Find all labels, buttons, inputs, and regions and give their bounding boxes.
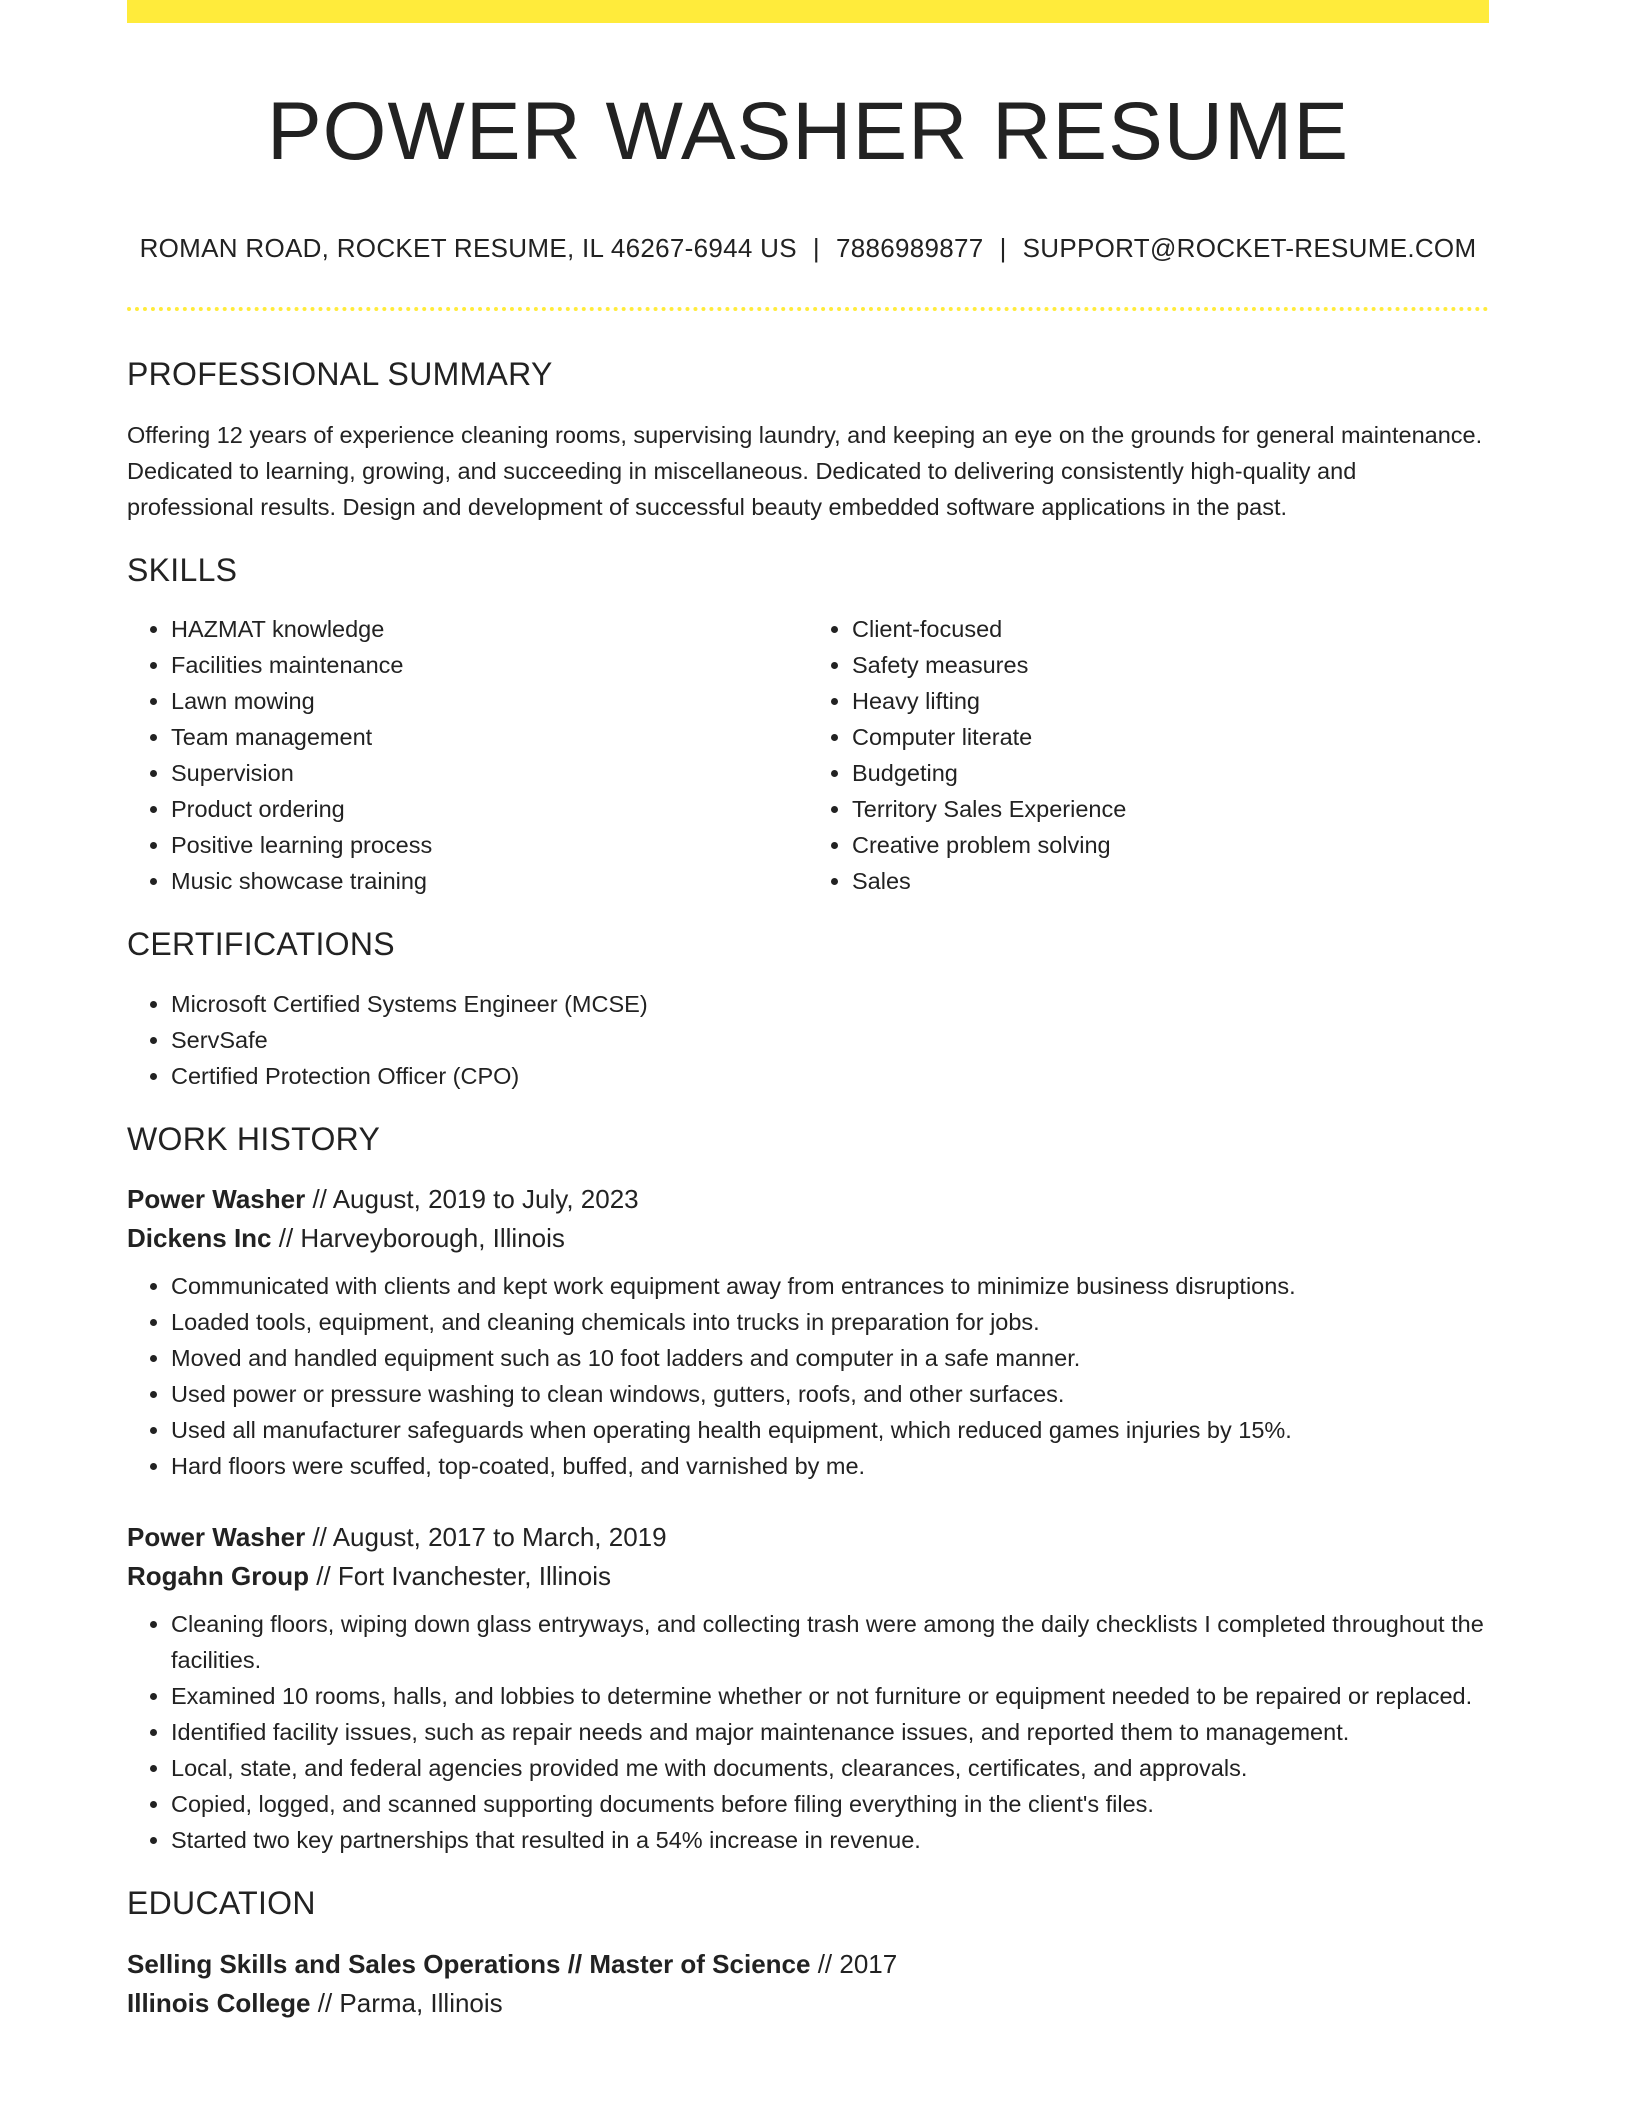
job-entry xyxy=(127,1180,1489,1484)
summary-section xyxy=(127,355,1489,525)
education-year: // 2017 xyxy=(817,1948,898,1979)
resume-title: POWER WASHER RESUME xyxy=(266,86,1350,177)
education-location: // Parma, Illinois xyxy=(317,1987,503,2018)
summary-heading: PROFESSIONAL SUMMARY xyxy=(127,355,553,392)
list-item: • Communicated with clients and kept work equipment away from entrances to minimize business disruptions. xyxy=(171,1268,1489,1304)
list-item: • Facilities maintenance xyxy=(171,647,808,683)
list-item: • Examined 10 rooms, halls, and lobbies to determine whether or not furniture or equipment needed to be repaired or replaced. xyxy=(171,1678,1489,1714)
list-item: • Budgeting xyxy=(852,755,1489,791)
list-item: • Creative problem solving xyxy=(852,827,1489,863)
list-item: • Local, state, and federal agencies provided me with documents, clearances, certificates, and approvals. xyxy=(171,1750,1489,1786)
list-item: • Computer literate xyxy=(852,719,1489,755)
job-title: Power Washer xyxy=(127,1522,306,1553)
education-entry xyxy=(127,1945,1489,2023)
list-item: • HAZMAT knowledge xyxy=(171,611,808,647)
list-item: • Client-focused xyxy=(852,611,1489,647)
list-item: • Identified facility issues, such as repair needs and major maintenance issues, and reported them to management. xyxy=(171,1714,1489,1750)
list-item: • Supervision xyxy=(171,755,808,791)
job-location: // Fort Ivanchester, Illinois xyxy=(316,1561,612,1592)
job-company-line xyxy=(127,1219,1489,1258)
accent-top-bar xyxy=(127,0,1489,23)
list-item: • Heavy lifting xyxy=(852,683,1489,719)
skills-section xyxy=(127,551,1489,899)
work-history-section xyxy=(127,1120,1489,1858)
list-item: • Safety measures xyxy=(852,647,1489,683)
job-dates: // August, 2019 to July, 2023 xyxy=(312,1184,639,1215)
job-entry xyxy=(127,1518,1489,1858)
list-item: • Music showcase training xyxy=(171,863,808,899)
skills-list-left xyxy=(127,611,808,899)
list-item: • Product ordering xyxy=(171,791,808,827)
education-school-line xyxy=(127,1984,1489,2023)
contact-separator: | xyxy=(999,233,1007,264)
education-school: Illinois College xyxy=(127,1987,311,2018)
list-item: • Sales xyxy=(852,863,1489,899)
dotted-divider xyxy=(127,307,1489,311)
list-item: • Team management xyxy=(171,719,808,755)
education-heading: EDUCATION xyxy=(127,1885,316,1922)
certifications-heading: CERTIFICATIONS xyxy=(127,926,395,963)
job-title: Power Washer xyxy=(127,1184,306,1215)
certifications-section xyxy=(127,925,1489,1093)
education-degree-line xyxy=(127,1945,1489,1984)
summary-text: Offering 12 years of experience cleaning rooms, supervising laundry, and keeping an eye on the grounds for general maintenance. Dedicated to learning, growing, and succeeding in miscellaneous. Dedicated to delivering consistently high-quality and professional results. Design and development of successful beauty embedded software applications in the past. xyxy=(127,421,1483,520)
contact-line xyxy=(127,233,1489,264)
job-company-line xyxy=(127,1557,1489,1596)
resume-page xyxy=(127,0,1489,2023)
list-item: • Copied, logged, and scanned supporting documents before filing everything in the client's files. xyxy=(171,1786,1489,1822)
job-location: // Harveyborough, Illinois xyxy=(278,1223,565,1254)
work-history-heading: WORK HISTORY xyxy=(127,1120,381,1157)
list-item: • Used power or pressure washing to clean windows, gutters, roofs, and other surfaces. xyxy=(171,1376,1489,1412)
list-item: • Territory Sales Experience xyxy=(852,791,1489,827)
contact-email: SUPPORT@ROCKET-RESUME.COM xyxy=(1022,233,1477,264)
list-item: • Microsoft Certified Systems Engineer (MCSE) xyxy=(171,986,1489,1022)
job-title-line xyxy=(127,1518,1489,1557)
education-section xyxy=(127,1884,1489,2022)
list-item: • Cleaning floors, wiping down glass entryways, and collecting trash were among the daily checklists I completed throughout the facilities. xyxy=(171,1606,1489,1678)
list-item: • Loaded tools, equipment, and cleaning chemicals into trucks in preparation for jobs. xyxy=(171,1304,1489,1340)
list-item: • Hard floors were scuffed, top-coated, buffed, and varnished by me. xyxy=(171,1448,1489,1484)
list-item: • Certified Protection Officer (CPO) xyxy=(171,1058,1489,1094)
list-item: • Moved and handled equipment such as 10 foot ladders and computer in a safe manner. xyxy=(171,1340,1489,1376)
contact-address: ROMAN ROAD, ROCKET RESUME, IL 46267-6944 US xyxy=(139,233,797,264)
job-bullets xyxy=(127,1606,1489,1858)
job-dates: // August, 2017 to March, 2019 xyxy=(312,1522,667,1553)
list-item: • ServSafe xyxy=(171,1022,1489,1058)
job-title-line xyxy=(127,1180,1489,1219)
job-bullets xyxy=(127,1268,1489,1484)
education-degree: Selling Skills and Sales Operations // Master of Science xyxy=(127,1948,811,1979)
job-company: Rogahn Group xyxy=(127,1561,309,1592)
certifications-list xyxy=(127,986,1489,1094)
list-item: • Positive learning process xyxy=(171,827,808,863)
skills-heading: SKILLS xyxy=(127,551,238,588)
skills-list-right xyxy=(808,611,1489,899)
list-item: • Started two key partnerships that resulted in a 54% increase in revenue. xyxy=(171,1822,1489,1858)
job-company: Dickens Inc xyxy=(127,1223,272,1254)
skills-columns xyxy=(127,611,1489,899)
contact-separator: | xyxy=(812,233,820,264)
list-item: • Used all manufacturer safeguards when operating health equipment, which reduced games injuries by 15%. xyxy=(171,1412,1489,1448)
contact-phone: 7886989877 xyxy=(835,233,984,264)
list-item: • Lawn mowing xyxy=(171,683,808,719)
